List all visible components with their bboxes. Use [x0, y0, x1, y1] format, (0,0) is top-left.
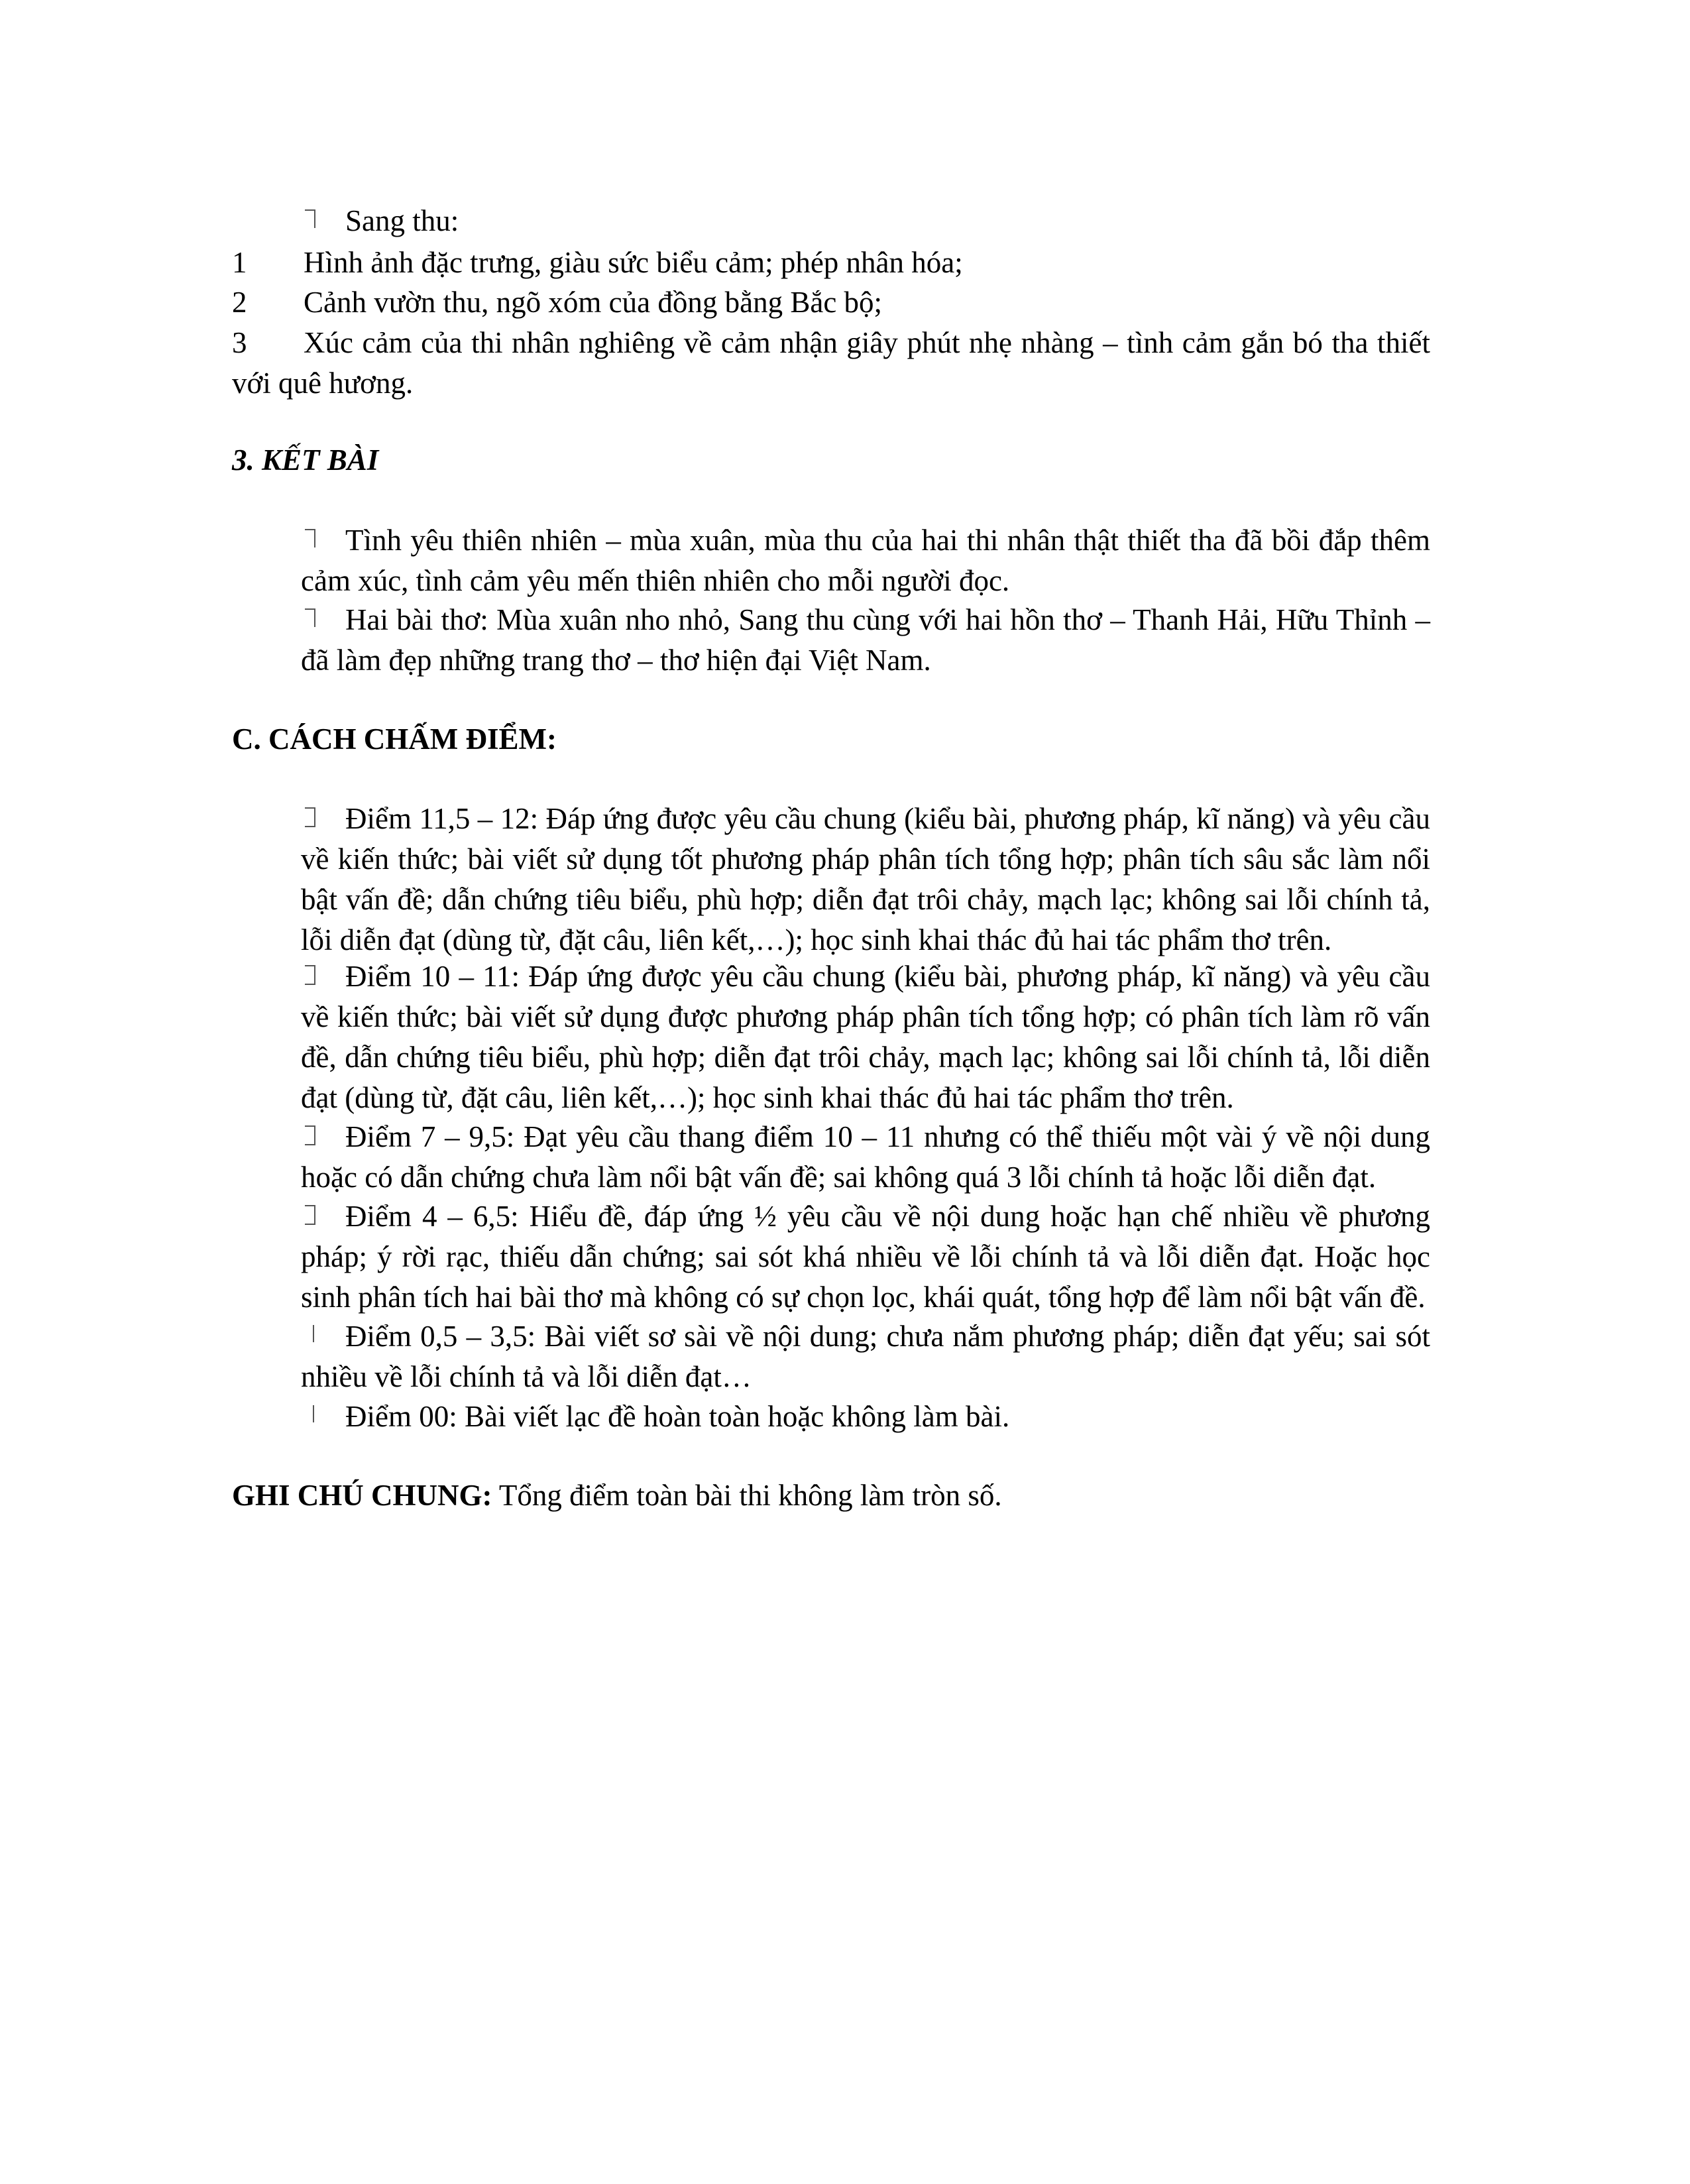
- bullet-icon: [301, 606, 345, 632]
- ket-bai-heading: 3. KẾT BÀI: [232, 443, 379, 477]
- list-item: Điểm 4 – 6,5: Hiểu đề, đáp ứng ½ yêu cầu về nội dung hoặc hạn chế nhiều về phương pháp; ý rời rạc, thiếu dẫn chứng; sai sót khá nhiều về lỗi chính tả và lỗi diễn đạt. Hoặc học sinh phân tích hai bài thơ mà không có sự chọn lọc, khái quát, tổng hợp để làm nổi bật vấn đề.: [301, 1200, 1430, 1314]
- list-item: Điểm 10 – 11: Đáp ứng được yêu cầu chung (kiểu bài, phương pháp, kĩ năng) và yêu cầu về kiến thức; bài viết sử dụng được phương pháp phân tích tổng hợp; có phân tích làm rõ vấn đề, dẫn chứng tiêu biểu, phù hợp; diễn đạt trôi chảy, mạch lạc; không sai lỗi chính tả, lỗi diễn đạt (dùng từ, đặt câu, liên kết,…); học sinh khai thác đủ hai tác phẩm thơ trên.: [301, 960, 1430, 1114]
- bullet-icon: [301, 1403, 345, 1429]
- list-item: Điểm 11,5 – 12: Đáp ứng được yêu cầu chung (kiểu bài, phương pháp, kĩ năng) và yêu cầu về kiến thức; bài viết sử dụng tốt phương pháp phân tích tổng hợp; phân tích sâu sắc làm nổi bật vấn đề; dẫn chứng tiêu biểu, phù hợp; diễn đạt trôi chảy, mạch lạc; không sai lỗi chính tả, lỗi diễn đạt (dùng từ, đặt câu, liên kết,…); học sinh khai thác đủ hai tác phẩm thơ trên.: [301, 802, 1430, 956]
- bullet-icon: [301, 526, 345, 553]
- bullet-icon: [301, 1322, 345, 1349]
- list-item: Tình yêu thiên nhiên – mùa xuân, mùa thu của hai thi nhân thật thiết tha đã bồi đắp thêm cảm xúc, tình cảm yêu mến thiên nhiên cho mỗi người đọc.: [301, 524, 1430, 597]
- bullet-icon: [301, 805, 345, 831]
- bullet-icon: [301, 962, 345, 989]
- list-item: Điểm 00: Bài viết lạc đề hoàn toàn hoặc không làm bài.: [301, 1397, 1430, 1437]
- bullet-icon: [301, 207, 345, 233]
- bullet-icon: [301, 1202, 345, 1229]
- sang-thu-heading: Sang thu:: [301, 201, 1430, 241]
- cach-cham-heading: C. CÁCH CHẤM ĐIỂM:: [232, 722, 557, 756]
- list-item: 3 Xúc cảm của thi nhân nghiêng về cảm nhận giây phút nhẹ nhàng – tình cảm gắn bó tha thiết với quê hương.: [232, 326, 1430, 400]
- general-note: GHI CHÚ CHUNG: Tổng điểm toàn bài thi không làm tròn số.: [232, 1479, 1002, 1512]
- list-item: Hai bài thơ: Mùa xuân nho nhỏ, Sang thu cùng với hai hồn thơ – Thanh Hải, Hữu Thỉnh – đã làm đẹp những trang thơ – thơ hiện đại Việt Nam.: [301, 603, 1430, 677]
- list-item: Điểm 7 – 9,5: Đạt yêu cầu thang điểm 10 – 11 nhưng có thể thiếu một vài ý về nội dung hoặc có dẫn chứng chưa làm nổi bật vấn đề; sai không quá 3 lỗi chính tả hoặc lỗi diễn đạt.: [301, 1120, 1430, 1194]
- bullet-icon: [301, 1123, 345, 1149]
- list-item: 1 Hình ảnh đặc trưng, giàu sức biểu cảm; phép nhân hóa;: [232, 246, 963, 279]
- list-item: Điểm 0,5 – 3,5: Bài viết sơ sài về nội dung; chưa nắm phương pháp; diễn đạt yếu; sai sót nhiều về lỗi chính tả và lỗi diễn đạt…: [301, 1320, 1430, 1393]
- list-item: 2 Cảnh vườn thu, ngõ xóm của đồng bằng Bắc bộ;: [232, 286, 883, 319]
